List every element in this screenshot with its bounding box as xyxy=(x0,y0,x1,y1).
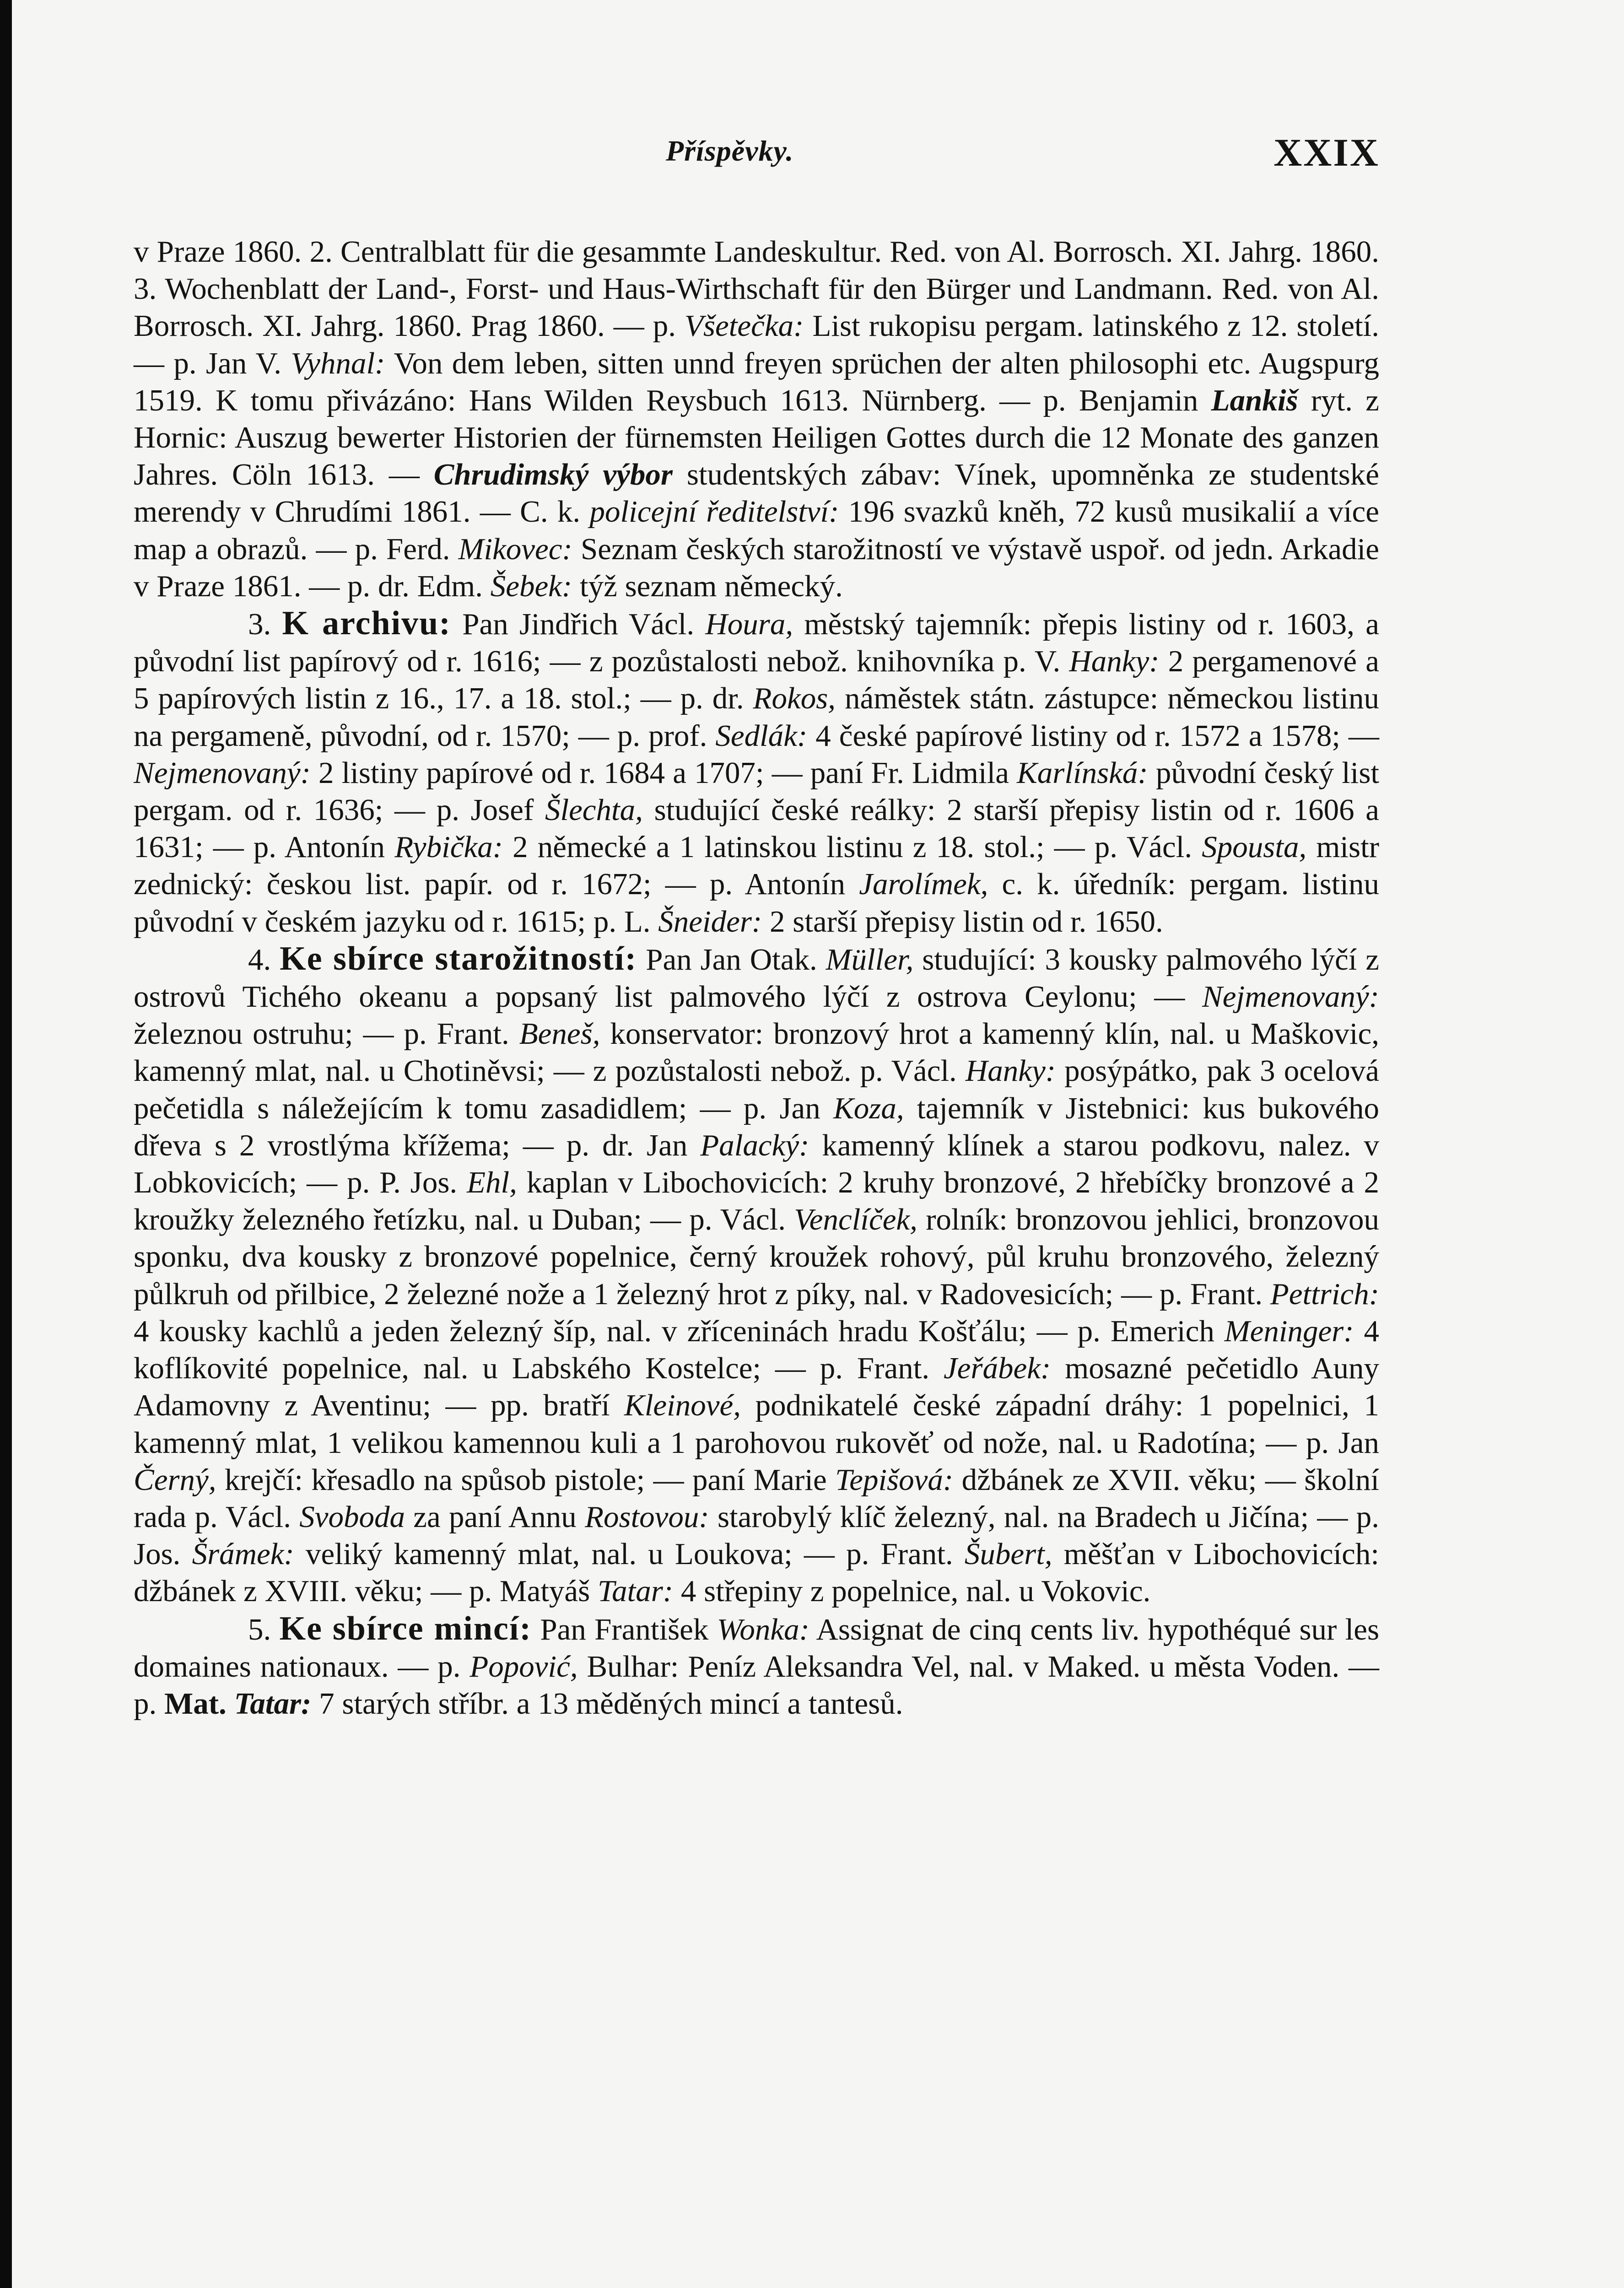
donor-name: Houra, xyxy=(705,607,793,642)
donor-name: Černý, xyxy=(134,1462,216,1497)
text-run: železnou ostruhu; — p. Frant. xyxy=(134,1017,509,1051)
section-heading: K archivu: xyxy=(282,604,451,642)
text-run: Pan Jan Otak. xyxy=(646,942,817,977)
text-run: Assignat de cinq cents liv. hypothéqué sur les domaines nationaux. — p. xyxy=(134,1612,1380,1684)
section-antiquities xyxy=(134,940,1379,1610)
text-run: 2 starší přepisy listin od r. 1650. xyxy=(770,904,1163,939)
text-run: kaplan v Libochovicích: 2 kruhy bronzové, 2 hřebíčky bronzové a 2 kroužky železného řetízku, nal. u Duban; — p. Václ. xyxy=(134,1166,1379,1237)
donor-name: Šebek: xyxy=(490,569,572,603)
text-run: c. k. úředník: pergam. listinu původní v českém jazyku od r. 1615; p. L. xyxy=(134,867,1380,939)
donor-name: Hanky: xyxy=(1069,644,1160,679)
donor-name: Rybička: xyxy=(394,830,503,864)
donor-name: Tatar: xyxy=(234,1686,312,1721)
text-run: 2 listiny papírové od r. 1684 a 1707; — paní Fr. Lidmila xyxy=(318,755,1009,790)
text-run: ryt. z Hornic: Auszug bewerter Historien der fürnemsten Heiligen Gottes durch die 12 Monate des ganzen Jahres. Cöln 1613. — xyxy=(134,383,1380,492)
donor-name: Vyhnal: xyxy=(291,346,385,380)
text-run: posýpátko, pak 3 ocelová pečetidla s náležejícím k tomu zasadidlem; — p. Jan xyxy=(134,1054,1380,1125)
text-run: tajemník v Jistebnici: kus bukového dřeva s 2 vrostlýma křížema; — p. dr. Jan xyxy=(134,1091,1379,1162)
donor-name: Jarolímek, xyxy=(859,867,988,901)
donor-name: Meninger: xyxy=(1224,1314,1354,1348)
text-run: původní český list pergam. od r. 1636; — p. Josef xyxy=(134,755,1380,827)
text-run: 4 střepiny z popelnice, nal. u Vokovic. xyxy=(680,1574,1151,1608)
text-run: studující české reálky: 2 starší přepisy listin od r. 1606 a 1631; — p. Antonín xyxy=(134,793,1379,864)
section-number: 4. xyxy=(248,942,271,977)
donor-name: Hanky: xyxy=(965,1054,1056,1088)
section-number: 5. xyxy=(248,1612,271,1646)
donor-name: Popović, xyxy=(469,1649,578,1684)
body-text xyxy=(134,233,1379,1722)
donor-name: Beneš, xyxy=(519,1017,600,1051)
text-run: starobylý klíč železný, nal. na Bradech u Jičína; — p. Jos. xyxy=(134,1500,1380,1571)
donor-name: Jeřábek: xyxy=(943,1351,1051,1386)
donor-name: Kleinové, xyxy=(624,1388,741,1423)
text-run: kamenný klínek a starou podkovu, nalez. v Lobkovicích; — p. P. Jos. xyxy=(134,1128,1380,1200)
donor-name: Šrámek: xyxy=(192,1537,294,1571)
text-run: studující: 3 kousky palmového lýčí z ostrovů Tichého okeanu a popsaný list palmového lýčí z ostrova Ceylonu; — xyxy=(134,942,1380,1014)
donor-name: Müller, xyxy=(825,942,914,977)
text-run: 4 koflíkovité popelnice, nal. u Labského Kostelce; — p. Frant. xyxy=(134,1314,1380,1386)
donor-name: Sedlák: xyxy=(715,718,808,753)
donor-name: Nejmenovaný: xyxy=(134,755,311,790)
donor-name: Nejmenovaný: xyxy=(1202,980,1379,1014)
donor-name: Všetečka: xyxy=(685,309,804,343)
paragraph-continuation xyxy=(134,233,1379,605)
donor-name: policejní ředitelství: xyxy=(589,495,839,529)
text-run: 2 německé a 1 latinskou listinu z 18. stol.; — p. Václ. xyxy=(513,830,1192,864)
text-run: 7 starých stříbr. a 13 měděných mincí a tantesů. xyxy=(319,1686,903,1721)
donor-name: Rokos, xyxy=(753,681,836,716)
text-run: měšťan v Libochovicích: džbánek z XVIII. věku; — p. Matyáš xyxy=(134,1537,1380,1608)
text-run: náměstek státn. zástupce: německou listinu na pergameně, původní, od r. 1570; — p. prof. xyxy=(134,681,1379,753)
donor-name: Koza, xyxy=(833,1091,904,1125)
text-run: městský tajemník: přepis listiny od r. 1603, a původní list papírový od r. 1616; — z pozůstalosti nebož. knihovníka p. V. xyxy=(134,607,1379,679)
donor-name: Spousta, xyxy=(1202,830,1307,864)
text-run: mosazné pečetidlo Auny Adamovny z Aventinu; — pp. bratří xyxy=(134,1351,1379,1423)
text-run: za paní Annu xyxy=(413,1500,577,1534)
donor-name: Venclíček, xyxy=(794,1203,917,1237)
donor-name: Pettrich: xyxy=(1270,1277,1380,1311)
text-run: 2 pergamenové a 5 papírových listin z 16., 17. a 18. stol.; — p. dr. xyxy=(134,644,1380,716)
donor-name: Lankiš xyxy=(1211,383,1298,417)
text-run: 4 kousky kachlů a jeden železný šíp, nal. v zříceninách hradu Košťálu; — p. Emerich xyxy=(134,1314,1214,1348)
section-number: 3. xyxy=(248,607,271,642)
text-run: rolník: bronzovou jehlici, bronzovou sponku, dva kousky z bronzové popelnice, černý kroužek rohový, půl kruhu bronzového, železný půlkruh od přilbice, 2 železné nože a 1 železný hrot z píky, nal. v Radovesicích; — p. Frant. xyxy=(134,1203,1379,1311)
donor-name: Tepišová: xyxy=(835,1462,954,1497)
donor-name: Mikovec: xyxy=(458,532,572,566)
donor-name: Tatar: xyxy=(598,1574,674,1608)
text-run: týž seznam německý. xyxy=(579,569,843,603)
donor-name: Šneider: xyxy=(658,904,762,939)
page-number: XXIX xyxy=(1273,130,1380,174)
page-header xyxy=(133,126,1380,181)
donor-name: Karlínská: xyxy=(1017,755,1148,790)
section-archive xyxy=(134,605,1379,940)
donor-name-prefix: Mat. xyxy=(164,1686,227,1721)
donor-name: Šlechta, xyxy=(545,793,643,827)
text-run: džbánek ze XVII. věku; — školní rada p. Václ. xyxy=(134,1462,1380,1534)
text-run: Seznam českých starožitností ve výstavě uspoř. od jedn. Arkadie v Praze 1861. — p. dr. Edm. xyxy=(134,532,1380,603)
text-run: podnikatelé české západní dráhy: 1 popelnici, 1 kamenný mlat, 1 velikou kamennou kuli a 1 parohovou rukověť od nože, nal. u Radotína; — p. Jan xyxy=(134,1388,1380,1460)
text-run: v Praze 1860. 2. Centralblatt für die gesammte Landeskultur. Red. von Al. Borrosch. XI. Jahrg. 1860. 3. Wochenblatt der Land-, Forst- und Haus-Wirthschaft für den Bürger und Landmann. Red. von Al. Borrosch. XI. Jahrg. 1860. Prag 1860. — p. xyxy=(134,235,1379,343)
text-run: List rukopisu pergam. latinského z 12. století. — p. Jan V. xyxy=(134,309,1380,380)
text-run: Pan František xyxy=(540,1612,709,1646)
donor-name: Chrudimský výbor xyxy=(433,458,673,492)
text-run: 196 svazků kněh, 72 kusů musikalií a více map a obrazů. — p. Ferd. xyxy=(134,495,1380,566)
donor-name: Svoboda xyxy=(299,1500,405,1534)
donor-name: Rostovou: xyxy=(585,1500,709,1534)
text-run: 4 české papírové listiny od r. 1572 a 1578; — xyxy=(815,718,1380,753)
section-heading: Ke sbírce starožitností: xyxy=(280,939,637,977)
donor-name: Ehl, xyxy=(467,1166,517,1200)
scan-edge xyxy=(0,0,12,2288)
donor-name: Wonka: xyxy=(717,1612,809,1646)
text-run: studentských zábav: Vínek, upomněnka ze studentské merendy v Chrudími 1861. — C. k. xyxy=(134,458,1380,529)
running-title: Příspěvky. xyxy=(666,135,794,167)
text-run: konservator: bronzový hrot a kamenný klín, nal. u Maškovic, kamenný mlat, nal. u Chotiněvsi; — z pozůstalosti nebož. p. Václ. xyxy=(134,1017,1380,1088)
section-heading: Ke sbírce mincí: xyxy=(279,1609,532,1647)
text-run: Von dem leben, sitten unnd freyen sprüchen der alten philosophi etc. Augspurg 1519. K tomu přivázáno: Hans Wilden Reysbuch 1613. Nürnberg. — p. Benjamin xyxy=(134,346,1379,417)
donor-name: Palacký: xyxy=(700,1128,809,1162)
text-run: veliký kamenný mlat, nal. u Loukova; — p. Frant. xyxy=(306,1537,953,1571)
text-run: Pan Jindřich Václ. xyxy=(462,607,695,642)
text-run: Bulhar: Peníz Aleksandra Vel, nal. v Maked. u města Voden. — p. xyxy=(134,1649,1380,1721)
text-run: mistr zednický: českou list. papír. od r. 1672; — p. Antonín xyxy=(134,830,1380,901)
section-coins xyxy=(134,1610,1379,1723)
text-run: krejčí: křesadlo na spůsob pistole; — paní Marie xyxy=(224,1462,827,1497)
donor-name: Šubert, xyxy=(964,1537,1052,1571)
